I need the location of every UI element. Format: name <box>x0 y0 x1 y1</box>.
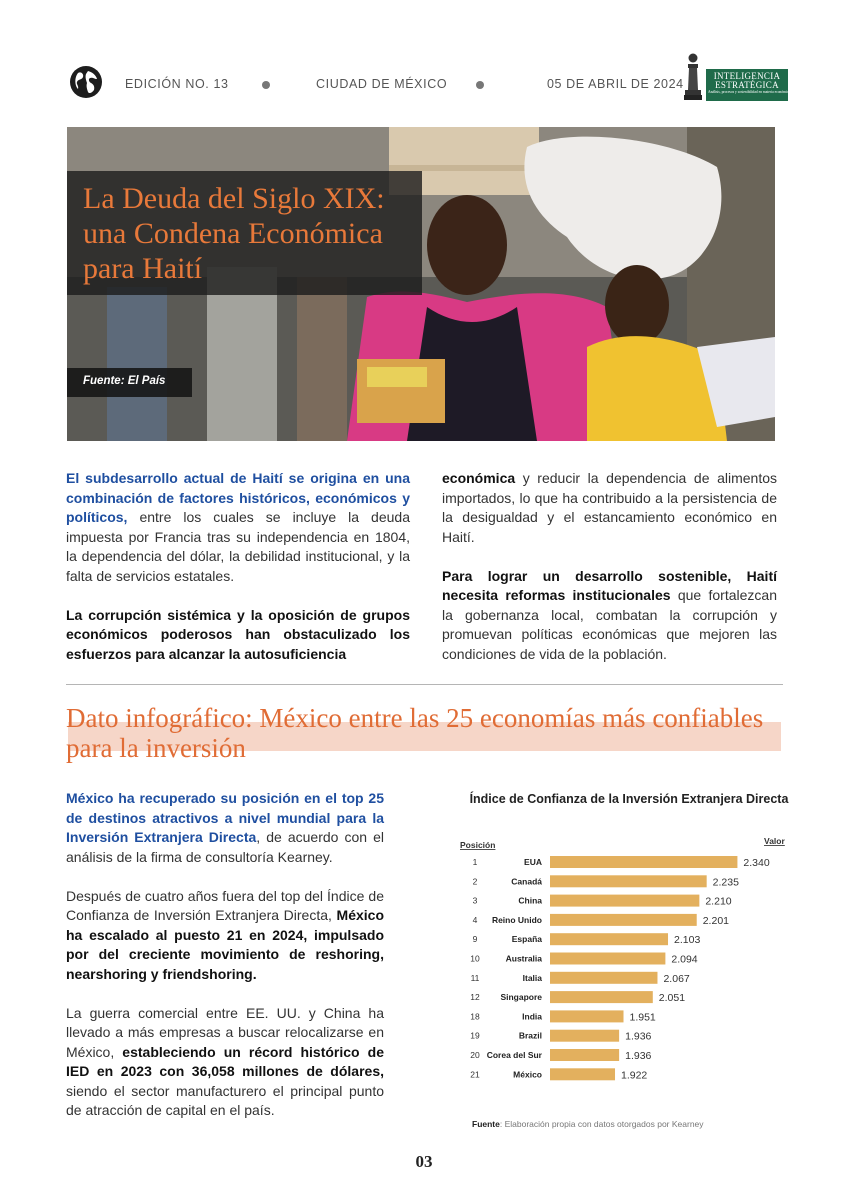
separator-dot <box>476 81 484 89</box>
position-label: 1 <box>472 857 478 867</box>
country-label: Brazil <box>518 1030 542 1041</box>
data-label: 2.094 <box>671 953 698 966</box>
data-label: 1.936 <box>625 1030 652 1043</box>
section-paragraph-1: México ha recuperado su posición en el top 25 de destinos atractivos a nivel mundial para la Inversión Extranjera Directa, de acuerdo con el análisis de la firma de consultoría Kearney. <box>66 790 384 865</box>
bar <box>550 914 697 926</box>
separator-dot <box>262 81 270 89</box>
data-label: 2.103 <box>674 934 701 947</box>
bar-chart <box>455 790 789 1135</box>
data-label: 1.922 <box>621 1069 648 1082</box>
hero-source-box <box>67 368 192 397</box>
position-axis-label: Posición <box>460 840 496 850</box>
divider <box>66 684 783 685</box>
bar <box>550 875 707 887</box>
article-column-left <box>66 469 410 684</box>
chart-svg <box>455 790 785 1120</box>
article-paragraph-3: Para lograr un desarrollo sostenible, Haití necesita reformas institucionales que fortalezcan la gobernanza local, combatan la corrupción y promuevan políticas económicas que mejoren las condiciones de vida de la población. <box>442 567 777 662</box>
position-label: 19 <box>470 1030 480 1041</box>
bar <box>550 1030 619 1042</box>
country-label: Singapore <box>500 992 542 1003</box>
article-column-right <box>442 469 777 684</box>
edition-label: EDICIÓN NO. 13 <box>125 77 229 91</box>
data-label: 1.951 <box>629 1011 656 1024</box>
country-label: Corea del Sur <box>486 1050 542 1060</box>
hero-source: Fuente: El País <box>83 375 166 387</box>
chart-title: Índice de Confianza de la Inversión Extranjera Directa <box>469 792 789 806</box>
data-label: 1.936 <box>625 1050 652 1062</box>
bar <box>550 1049 619 1061</box>
country-label: Australia <box>505 953 542 964</box>
country-label: España <box>511 934 542 945</box>
data-label: 2.067 <box>663 972 690 985</box>
position-label: 12 <box>470 992 480 1003</box>
bar <box>550 895 699 907</box>
bar <box>550 953 665 965</box>
section-column-left <box>66 789 384 1140</box>
bar <box>550 1010 624 1022</box>
hero-title-box <box>67 171 422 295</box>
position-label: 3 <box>472 895 478 906</box>
bar <box>550 1068 615 1080</box>
position-label: 10 <box>470 953 480 964</box>
date-label: 05 DE ABRIL DE 2024 <box>547 77 684 91</box>
bar <box>550 991 653 1003</box>
page-number: 03 <box>415 1152 433 1171</box>
position-label: 4 <box>472 914 478 925</box>
country-label: México <box>513 1069 542 1080</box>
position-label: 2 <box>472 876 478 887</box>
position-label: 11 <box>470 972 480 983</box>
bar <box>550 933 668 945</box>
data-label: 2.235 <box>712 876 739 889</box>
country-label: Reino Unido <box>491 914 542 925</box>
bar <box>550 856 737 868</box>
data-label: 2.340 <box>743 857 770 869</box>
country-label: Canadá <box>511 876 542 887</box>
country-label: EUA <box>524 857 542 867</box>
article-paragraph-2-end: económica y reducir la dependencia de alimentos importados, lo que ha contribuido a la persistencia de la desigualdad y el estancamiento económico en Haití. <box>442 470 777 545</box>
section-title: Dato infográfico: México entre las 25 economías más confiables para la inversión <box>66 703 764 763</box>
data-label: 2.210 <box>705 895 732 908</box>
bar <box>550 972 657 984</box>
data-label: 2.051 <box>658 992 686 1005</box>
value-axis-label: Valor <box>764 836 785 846</box>
logo <box>684 52 815 102</box>
position-label: 18 <box>470 1011 480 1022</box>
hero-image <box>67 127 775 441</box>
position-label: 9 <box>472 934 478 945</box>
country-label: India <box>522 1011 542 1022</box>
data-label: 2.201 <box>702 914 730 927</box>
country-label: Italia <box>522 972 542 983</box>
country-label: China <box>518 895 542 906</box>
chess-piece-icon <box>684 52 708 102</box>
position-label: 20 <box>470 1050 480 1060</box>
logo-tagline: Análisis, procesos y sostenibilidad en materia económica, social y política <box>708 90 815 94</box>
article-paragraph-1: El subdesarrollo actual de Haití se origina en una combinación de factores históricos, económicos y políticos, entre los cuales se incluye la deuda impuesta por Francia tras su independencia en 1804, la dependencia del dólar, la debilidad institucional, y la falta de servicios estatales. <box>66 470 410 584</box>
hero-title: La Deuda del Siglo XIX: una Condena Económica para Haití <box>83 182 385 285</box>
chart-source: Fuente: Elaboración propia con datos otorgados por Kearney <box>472 1119 704 1129</box>
globe-icon <box>69 65 103 99</box>
logo-line1: INTELIGENCIA <box>713 71 781 81</box>
logo-line2: ESTRATÉGICA <box>715 80 779 90</box>
article-paragraph-2-start: La corrupción sistémica y la oposición de grupos económicos poderosos han obstaculizado los esfuerzos para alcanzar la autosuficiencia <box>66 606 410 662</box>
section-paragraph-2: Después de cuatro años fuera del top del Índice de Confianza de Inversión Extranjera Directa, México ha escalado al puesto 21 en 2024, impulsado por del creciente movimiento de reshoring, nearshoring y friendshoring. <box>66 887 384 982</box>
header <box>66 50 815 110</box>
section-paragraph-3: La guerra comercial entre EE. UU. y China ha llevado a más empresas a buscar relocalizarse en México, estableciendo un récord histórico de IED en 2023 con 36,058 millones de dólares, siendo el sector manufacturero el principal punto de atracción de capital en el país. <box>66 1004 385 1118</box>
city-label: CIUDAD DE MÉXICO <box>316 77 448 91</box>
position-label: 21 <box>470 1069 480 1080</box>
